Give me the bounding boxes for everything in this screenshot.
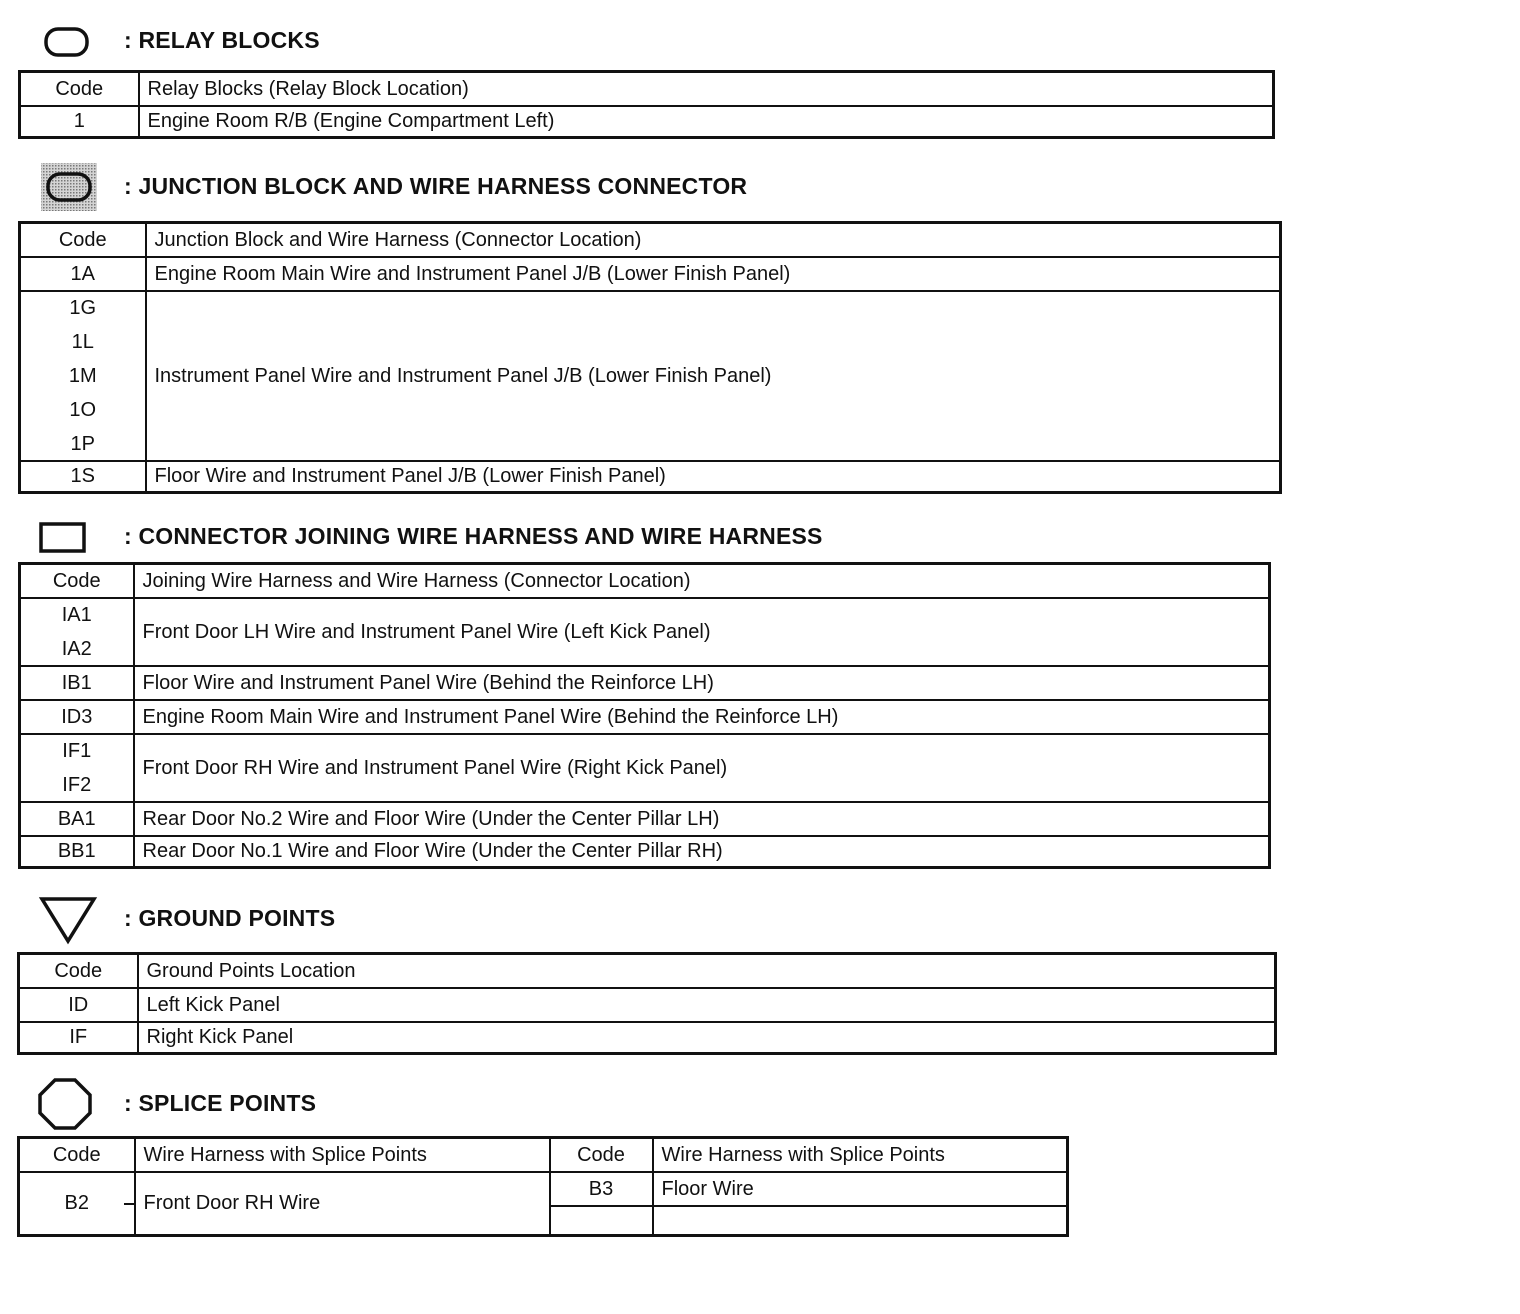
- code-cell: 1L: [20, 325, 146, 359]
- location-header: Junction Block and Wire Harness (Connector Location): [146, 223, 1281, 257]
- location-cell: Engine Room Main Wire and Instrument Panel J/B (Lower Finish Panel): [146, 257, 1281, 291]
- table-header-row: [19, 1138, 1068, 1172]
- triangle-down-icon: [38, 895, 98, 945]
- code-cell: [19, 1172, 135, 1236]
- code-cell: IB1: [20, 666, 134, 700]
- table-row: [19, 1172, 1068, 1206]
- code-cell: IA2: [20, 632, 134, 666]
- code-cell: IF: [19, 1022, 138, 1054]
- table-row: [20, 106, 1274, 138]
- location-cell: Front Door LH Wire and Instrument Panel Wire (Left Kick Panel): [134, 598, 1270, 666]
- splice-harness-cell: Floor Wire: [653, 1172, 1068, 1206]
- splice-harness-cell: Front Door RH Wire: [135, 1172, 550, 1236]
- location-header: Ground Points Location: [138, 954, 1276, 988]
- table-row: [20, 734, 1270, 768]
- connector-joining-table: [18, 562, 1271, 869]
- code-cell: B3: [550, 1172, 653, 1206]
- ground-points-title: : GROUND POINTS: [124, 905, 336, 931]
- table-row: [20, 836, 1270, 868]
- table-row: [19, 988, 1276, 1022]
- table-header-row: [20, 564, 1270, 598]
- code-header: Code: [19, 954, 138, 988]
- location-cell: Rear Door No.2 Wire and Floor Wire (Under the Center Pillar LH): [134, 802, 1270, 836]
- table-header-row: [20, 72, 1274, 106]
- location-header: Joining Wire Harness and Wire Harness (Connector Location): [134, 564, 1270, 598]
- table-row: [19, 1022, 1276, 1054]
- location-cell: Engine Room R/B (Engine Compartment Left): [139, 106, 1274, 138]
- code-header: Code: [19, 1138, 135, 1172]
- location-header: Relay Blocks (Relay Block Location): [139, 72, 1274, 106]
- table-row: [20, 802, 1270, 836]
- location-cell: Rear Door No.1 Wire and Floor Wire (Under the Center Pillar RH): [134, 836, 1270, 868]
- code-cell: 1O: [20, 393, 146, 427]
- location-cell: Engine Room Main Wire and Instrument Panel Wire (Behind the Reinforce LH): [134, 700, 1270, 734]
- code-value: B2: [64, 1192, 89, 1215]
- relay-blocks-title: : RELAY BLOCKS: [124, 27, 320, 53]
- code-cell: 1: [20, 106, 139, 138]
- code-cell: ID3: [20, 700, 134, 734]
- code-header: Code: [550, 1138, 653, 1172]
- rectangle-icon: [38, 521, 88, 555]
- code-cell: IF1: [20, 734, 134, 768]
- code-cell: IF2: [20, 768, 134, 802]
- code-cell: 1P: [20, 427, 146, 461]
- rounded-rect-icon: [44, 26, 90, 58]
- location-cell: Right Kick Panel: [138, 1022, 1276, 1054]
- table-header-row: [19, 954, 1276, 988]
- code-cell: 1A: [20, 257, 146, 291]
- location-cell: Front Door RH Wire and Instrument Panel Wire (Right Kick Panel): [134, 734, 1270, 802]
- splice-points-title: : SPLICE POINTS: [124, 1090, 317, 1116]
- code-cell: 1M: [20, 359, 146, 393]
- location-cell: Left Kick Panel: [138, 988, 1276, 1022]
- splice-points-table: [17, 1136, 1069, 1237]
- relay-blocks-table: [18, 70, 1275, 139]
- splice-harness-header: Wire Harness with Splice Points: [653, 1138, 1068, 1172]
- code-cell: IA1: [20, 598, 134, 632]
- splice-harness-header: Wire Harness with Splice Points: [135, 1138, 550, 1172]
- code-cell: BA1: [20, 802, 134, 836]
- code-cell: BB1: [20, 836, 134, 868]
- table-row: [20, 291, 1281, 325]
- empty-harness-cell: [653, 1206, 1068, 1236]
- ground-points-table: [17, 952, 1277, 1055]
- location-cell: Floor Wire and Instrument Panel Wire (Behind the Reinforce LH): [134, 666, 1270, 700]
- connector-joining-title: : CONNECTOR JOINING WIRE HARNESS AND WIRE HARNESS: [124, 523, 823, 549]
- code-header: Code: [20, 72, 139, 106]
- octagon-icon: [37, 1077, 93, 1131]
- code-cell: 1S: [20, 461, 146, 493]
- table-header-row: [20, 223, 1281, 257]
- junction-block-table: [18, 221, 1282, 494]
- code-cell: 1G: [20, 291, 146, 325]
- shaded-rounded-rect-icon: [40, 162, 98, 212]
- code-header: Code: [20, 564, 134, 598]
- location-cell: Floor Wire and Instrument Panel J/B (Lower Finish Panel): [146, 461, 1281, 493]
- table-row: [20, 257, 1281, 291]
- junction-block-title: : JUNCTION BLOCK AND WIRE HARNESS CONNECTOR: [124, 173, 748, 199]
- empty-code-cell: [550, 1206, 653, 1236]
- table-row: [20, 598, 1270, 632]
- code-header: Code: [20, 223, 146, 257]
- location-cell: Instrument Panel Wire and Instrument Panel J/B (Lower Finish Panel): [146, 291, 1281, 461]
- table-row: [20, 666, 1270, 700]
- code-cell: ID: [19, 988, 138, 1022]
- table-row: [20, 461, 1281, 493]
- divider-tick: [124, 1203, 134, 1205]
- table-row: [20, 700, 1270, 734]
